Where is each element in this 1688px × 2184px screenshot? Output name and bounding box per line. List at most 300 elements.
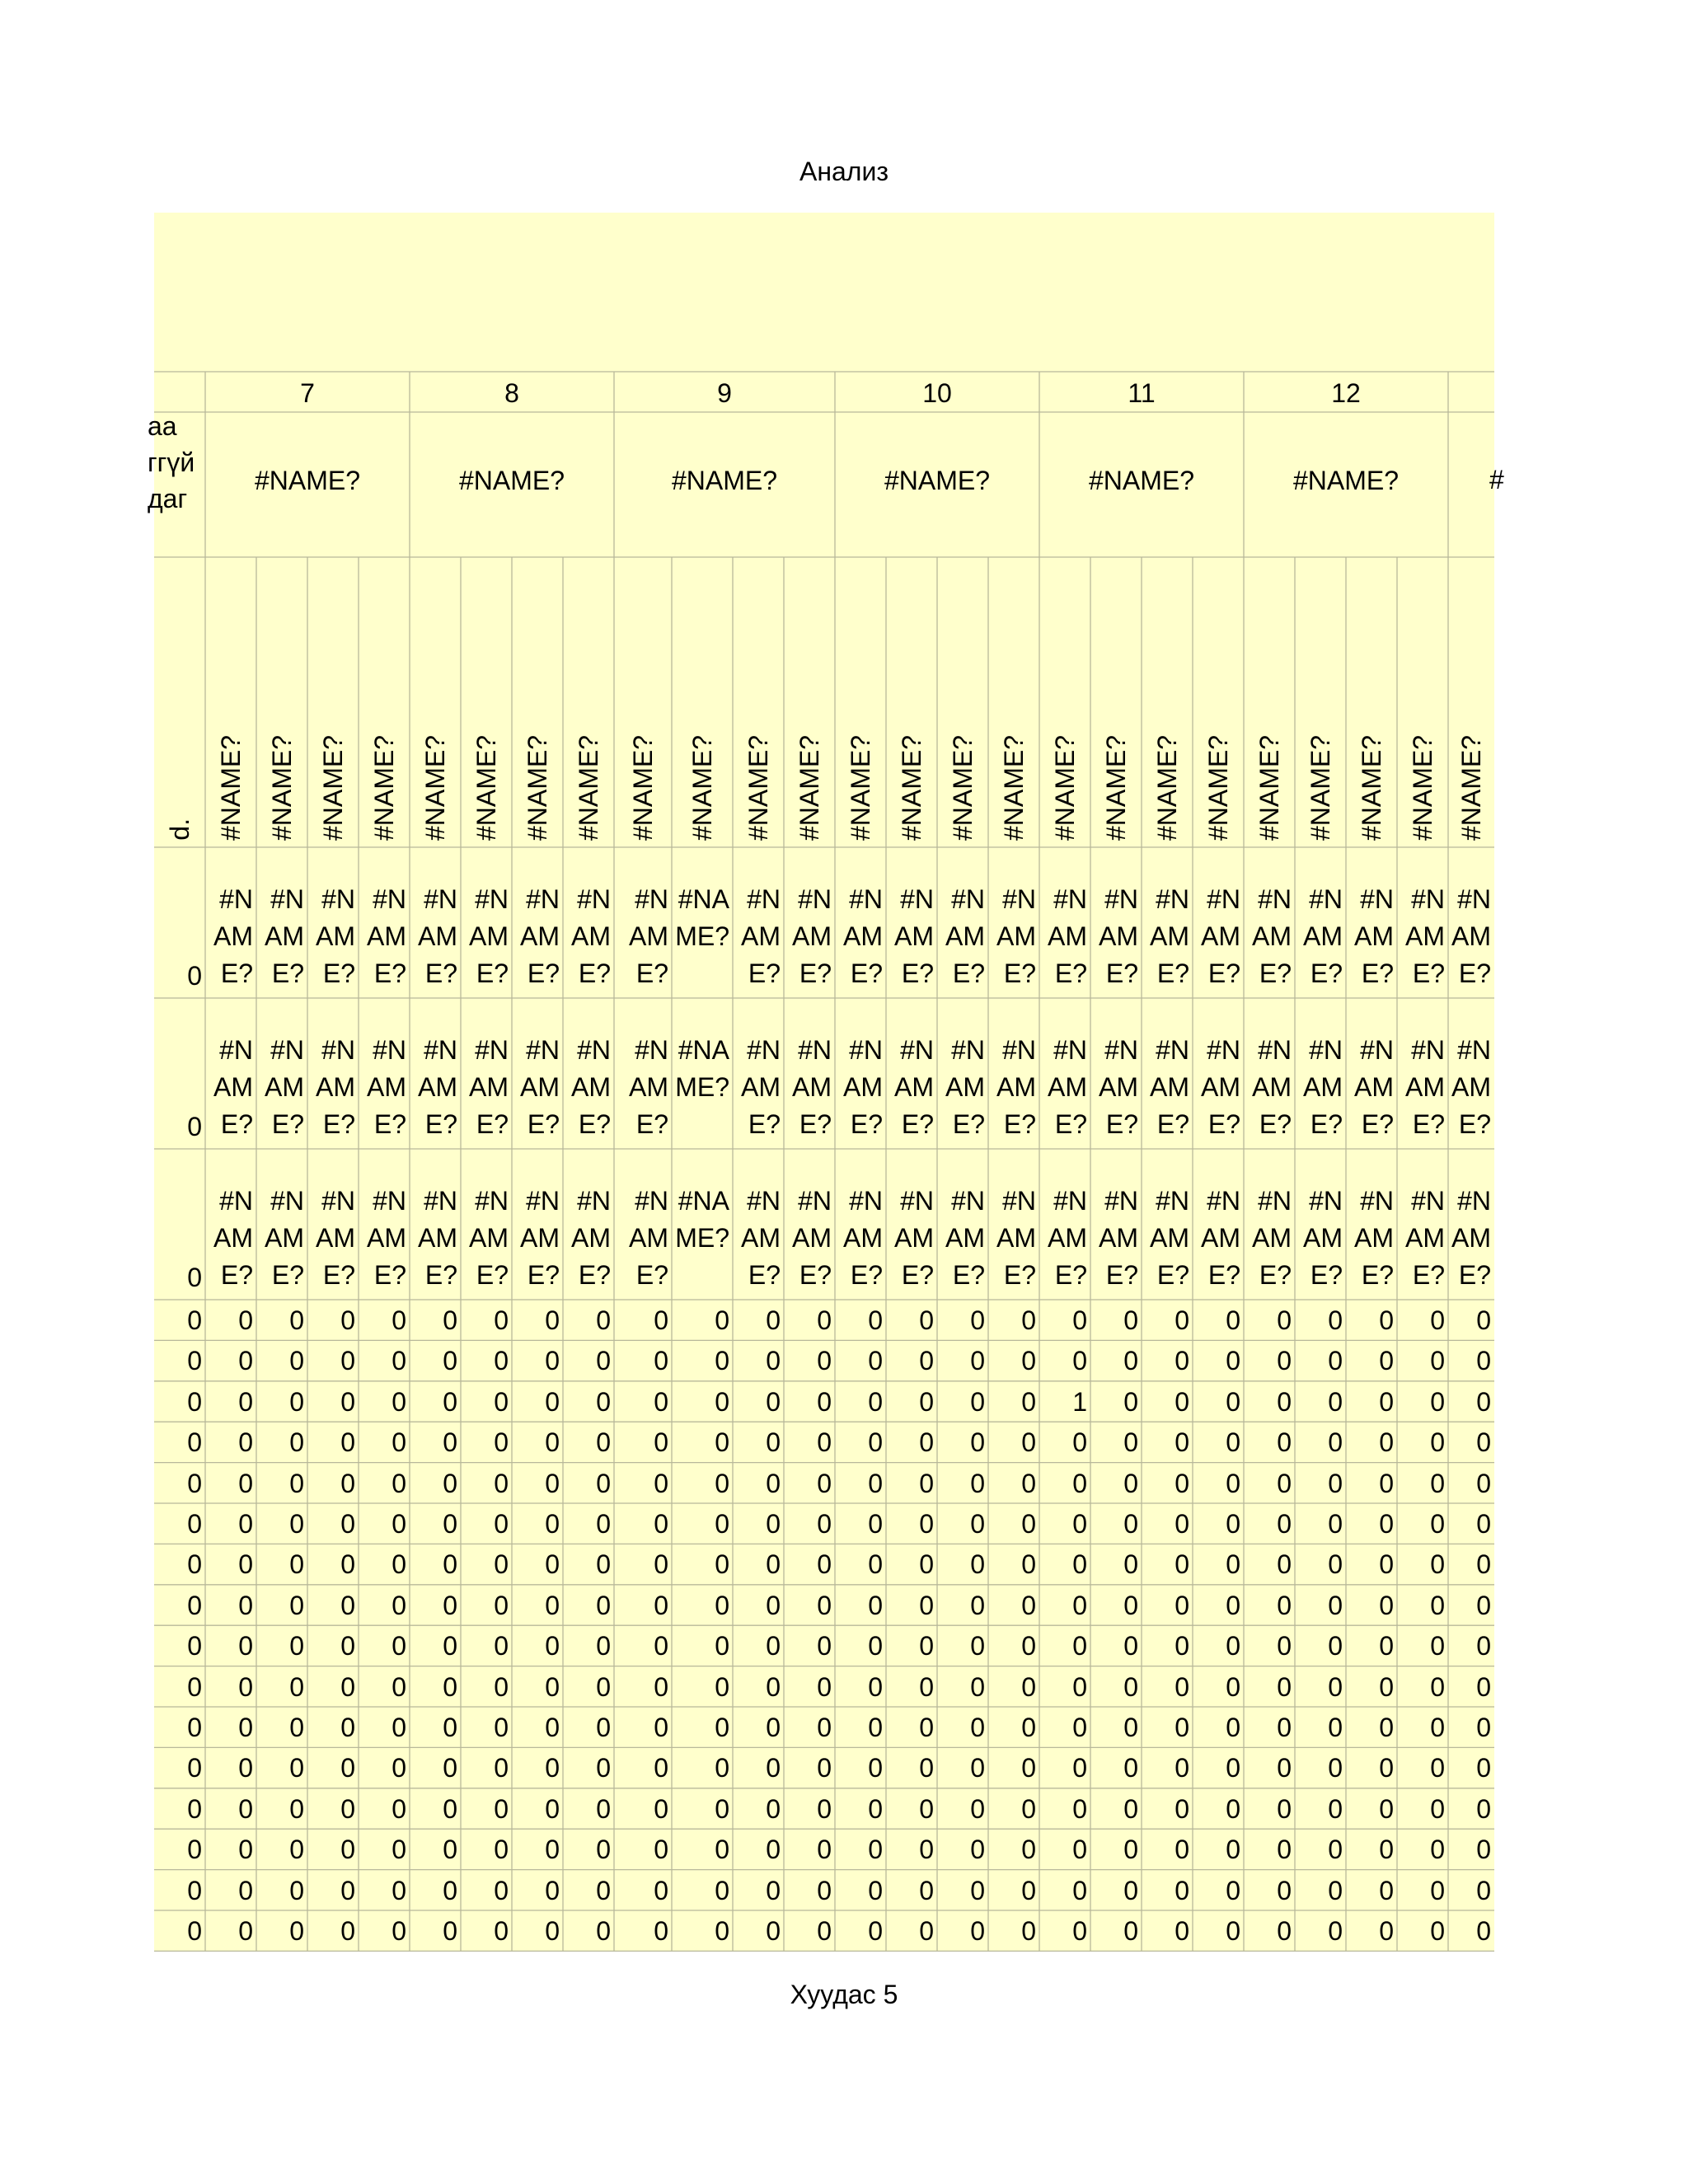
column-header-label: #NAME? [1101, 734, 1131, 841]
value-cell: 0 [1277, 1346, 1292, 1376]
value-cell: 0 [1072, 1753, 1087, 1783]
value-cell: 0 [443, 1753, 457, 1783]
value-cell: 0 [1175, 1875, 1189, 1905]
value-cell: 0 [1379, 1713, 1394, 1742]
value-cell: 0 [340, 1875, 355, 1905]
value-cell: 0 [817, 1549, 832, 1580]
value-cell: 0 [1175, 1713, 1189, 1742]
group-header-partial-cell: # [1489, 465, 1504, 494]
value-cell: 0 [238, 1753, 253, 1783]
value-cell: 0 [919, 1468, 934, 1498]
value-cell: 0 [340, 1305, 355, 1335]
value-cell: 0 [868, 1305, 883, 1335]
column-header-label: #NAME? [471, 734, 501, 841]
value-cell: 0 [596, 1509, 611, 1539]
value-cell: 0 [1476, 1875, 1491, 1905]
column-header-label: #NAME? [1254, 734, 1284, 841]
value-cell: 0 [817, 1916, 832, 1946]
value-cell: 0 [715, 1590, 729, 1620]
error-cell: #N AM E? [1252, 1035, 1292, 1139]
value-cell: 0 [654, 1671, 668, 1702]
value-cell: 0 [1072, 1671, 1087, 1702]
value-cell: 0 [1430, 1631, 1445, 1661]
column-header-label: #NAME? [523, 734, 552, 841]
value-cell: 0 [1277, 1468, 1292, 1498]
value-cell: 0 [443, 1671, 457, 1702]
value-cell: 0 [340, 1509, 355, 1539]
value-cell: 0 [392, 1916, 406, 1946]
value-cell: 0 [1476, 1509, 1491, 1539]
error-cell: #NA ME? [675, 884, 729, 951]
value-cell: 0 [715, 1671, 729, 1702]
column-header-cell [1397, 557, 1448, 841]
value-cell: 0 [289, 1509, 304, 1539]
value-cell: 0 [1379, 1753, 1394, 1783]
value-cell: 0 [289, 1835, 304, 1865]
value-cell: 0 [187, 1753, 202, 1783]
column-header-label: #NAME? [1408, 734, 1437, 841]
column-header-label: #NAME? [948, 734, 978, 841]
value-cell: 0 [1476, 1631, 1491, 1661]
error-cell: #N AM E? [1405, 1186, 1445, 1290]
value-cell: 0 [494, 1916, 509, 1946]
value-cell: 0 [715, 1753, 729, 1783]
left-rotated-label: d. [165, 818, 195, 841]
value-cell: 0 [766, 1468, 781, 1498]
value-cell: 0 [1430, 1468, 1445, 1498]
error-cell: #N AM E? [629, 1186, 668, 1290]
value-cell: 0 [1123, 1713, 1138, 1742]
error-cell: #N AM E? [894, 1186, 934, 1290]
value-cell: 0 [1277, 1753, 1292, 1783]
value-cell: 0 [187, 1305, 202, 1335]
value-cell: 0 [1175, 1835, 1189, 1865]
value-cell: 0 [238, 1793, 253, 1824]
value-cell: 0 [187, 1671, 202, 1702]
value-cell: 0 [289, 1386, 304, 1417]
value-cell: 0 [1072, 1346, 1087, 1376]
value-cell: 0 [817, 1793, 832, 1824]
value-cell: 0 [289, 1875, 304, 1905]
value-cell: 0 [1277, 1671, 1292, 1702]
value-cell: 0 [654, 1793, 668, 1824]
value-cell: 0 [289, 1468, 304, 1498]
group-header-cell: #NAME? [254, 466, 361, 495]
value-cell: 0 [1277, 1386, 1292, 1417]
value-cell: 0 [817, 1753, 832, 1783]
value-cell: 0 [970, 1631, 985, 1661]
error-cell: #N AM E? [520, 1035, 560, 1139]
value-cell: 0 [1379, 1793, 1394, 1824]
value-cell: 0 [1123, 1835, 1138, 1865]
column-header-label: #NAME? [795, 734, 824, 841]
column-header-label: #NAME? [1357, 734, 1386, 841]
error-cell: #N AM E? [843, 884, 883, 988]
value-cell: 0 [1226, 1671, 1240, 1702]
column-header-label: #NAME? [1152, 734, 1182, 841]
value-cell: 0 [1226, 1916, 1240, 1946]
error-cell: #N AM E? [1201, 884, 1240, 988]
value-cell: 0 [654, 1468, 668, 1498]
value-cell: 0 [187, 1427, 202, 1458]
value-cell: 0 [919, 1509, 934, 1539]
value-cell: 0 [1277, 1549, 1292, 1580]
row-first-value: 0 [187, 961, 202, 991]
value-cell: 0 [1021, 1346, 1036, 1376]
value-cell: 0 [970, 1590, 985, 1620]
value-cell: 0 [1226, 1549, 1240, 1580]
column-header-cell [1039, 557, 1090, 841]
value-cell: 0 [715, 1835, 729, 1865]
value-cell: 0 [545, 1509, 560, 1539]
value-cell: 0 [1277, 1631, 1292, 1661]
value-cell: 0 [1328, 1346, 1343, 1376]
value-cell: 0 [596, 1916, 611, 1946]
value-cell: 0 [187, 1713, 202, 1742]
error-cell: #N AM E? [213, 1186, 253, 1290]
value-cell: 0 [494, 1468, 509, 1498]
error-cell: #N AM E? [792, 884, 832, 988]
error-cell: #N AM E? [469, 884, 509, 988]
value-cell: 0 [545, 1590, 560, 1620]
column-header-cell [1193, 557, 1244, 841]
value-cell: 0 [654, 1631, 668, 1661]
value-cell: 0 [970, 1875, 985, 1905]
column-header-cell [1090, 557, 1142, 841]
value-cell: 0 [1175, 1590, 1189, 1620]
error-cell: #N AM E? [418, 884, 457, 988]
value-cell: 0 [1430, 1916, 1445, 1946]
value-cell: 0 [494, 1305, 509, 1335]
value-cell: 0 [1430, 1835, 1445, 1865]
value-cell: 0 [1430, 1427, 1445, 1458]
column-header-label: #NAME? [687, 734, 717, 841]
value-cell: 0 [340, 1753, 355, 1783]
value-cell: 0 [1476, 1590, 1491, 1620]
error-cell: #N AM E? [367, 1035, 406, 1139]
value-cell: 0 [970, 1509, 985, 1539]
value-cell: 0 [970, 1916, 985, 1946]
error-cell: #N AM E? [1099, 884, 1138, 988]
error-cell: #N AM E? [520, 1186, 560, 1290]
error-cell: #NA ME? [675, 1186, 729, 1253]
value-cell: 0 [970, 1549, 985, 1580]
value-cell: 0 [715, 1631, 729, 1661]
error-cell: #N AM E? [265, 1186, 304, 1290]
error-cell: #N AM E? [1048, 1186, 1087, 1290]
value-cell: 0 [1123, 1549, 1138, 1580]
error-cell: #N AM E? [367, 884, 406, 988]
value-cell: 0 [1328, 1549, 1343, 1580]
group-header-cell: #NAME? [458, 466, 565, 495]
column-header-cell [835, 557, 886, 841]
value-cell: 0 [545, 1875, 560, 1905]
error-cell: #N AM E? [1201, 1035, 1240, 1139]
value-cell: 0 [1379, 1631, 1394, 1661]
value-cell: 0 [715, 1509, 729, 1539]
error-cell: #N AM E? [1048, 884, 1087, 988]
value-cell: 0 [1379, 1875, 1394, 1905]
error-cell: #N AM E? [213, 1035, 253, 1139]
value-cell: 0 [494, 1427, 509, 1458]
value-cell: 0 [443, 1835, 457, 1865]
value-cell: 0 [715, 1346, 729, 1376]
value-cell: 0 [1072, 1590, 1087, 1620]
error-cell: #N AM E? [1150, 1035, 1189, 1139]
value-cell: 0 [1226, 1305, 1240, 1335]
value-cell: 0 [970, 1346, 985, 1376]
value-cell: 0 [766, 1590, 781, 1620]
value-cell: 0 [919, 1386, 934, 1417]
value-cell: 0 [238, 1590, 253, 1620]
value-cell: 0 [817, 1468, 832, 1498]
value-cell: 0 [1123, 1346, 1138, 1376]
error-cell: #N AM E? [843, 1035, 883, 1139]
group-number-cell: 12 [1331, 378, 1361, 408]
error-cell: #N AM E? [1252, 884, 1292, 988]
value-cell: 0 [1277, 1875, 1292, 1905]
error-cell: #N AM E? [1354, 1186, 1394, 1290]
value-cell: 0 [715, 1713, 729, 1742]
column-header-label: #NAME? [897, 734, 926, 841]
value-cell: 0 [766, 1835, 781, 1865]
value-cell: 0 [766, 1386, 781, 1417]
value-cell: 0 [1328, 1509, 1343, 1539]
value-cell: 0 [817, 1875, 832, 1905]
value-cell: 0 [970, 1713, 985, 1742]
value-cell: 0 [1430, 1590, 1445, 1620]
value-cell: 0 [1021, 1835, 1036, 1865]
value-cell: 0 [187, 1793, 202, 1824]
value-cell: 0 [1072, 1509, 1087, 1539]
value-cell: 0 [1430, 1305, 1445, 1335]
value-cell: 0 [919, 1590, 934, 1620]
value-cell: 0 [1476, 1793, 1491, 1824]
value-cell: 0 [494, 1386, 509, 1417]
value-cell: 0 [545, 1753, 560, 1783]
value-cell: 0 [654, 1753, 668, 1783]
value-cell: 0 [919, 1305, 934, 1335]
column-header-cell [784, 557, 835, 841]
group-header-cell: #NAME? [671, 466, 778, 495]
value-cell: 0 [596, 1386, 611, 1417]
error-cell: #N AM E? [418, 1186, 457, 1290]
error-cell: #N AM E? [945, 1035, 985, 1139]
value-cell: 0 [1175, 1631, 1189, 1661]
value-cell: 0 [392, 1671, 406, 1702]
value-cell: 0 [1072, 1875, 1087, 1905]
error-cell: #N AM E? [1354, 884, 1394, 988]
value-cell: 0 [1021, 1427, 1036, 1458]
value-cell: 0 [340, 1346, 355, 1376]
value-cell: 0 [1476, 1835, 1491, 1865]
column-header-cell [1244, 557, 1295, 841]
error-cell: #N AM E? [629, 1035, 668, 1139]
value-cell: 0 [1430, 1713, 1445, 1742]
value-cell: 0 [494, 1549, 509, 1580]
value-cell: 0 [766, 1346, 781, 1376]
value-cell: 0 [289, 1305, 304, 1335]
value-cell: 0 [596, 1468, 611, 1498]
column-header-label: #NAME? [216, 734, 246, 841]
value-cell: 0 [1476, 1549, 1491, 1580]
column-header-cell [988, 557, 1039, 841]
value-cell: 0 [392, 1590, 406, 1620]
value-cell: 0 [289, 1671, 304, 1702]
column-header-cell [461, 557, 512, 841]
value-cell: 0 [1021, 1386, 1036, 1417]
column-header-label: #NAME? [999, 734, 1029, 841]
value-cell: 0 [443, 1875, 457, 1905]
error-cell: #N AM E? [316, 1035, 355, 1139]
value-cell: 0 [1226, 1835, 1240, 1865]
row-first-value: 0 [187, 1263, 202, 1292]
value-cell: 0 [868, 1916, 883, 1946]
value-cell: 0 [238, 1875, 253, 1905]
value-cell: 0 [1021, 1671, 1036, 1702]
column-header-cell [886, 557, 937, 841]
value-cell: 0 [919, 1916, 934, 1946]
column-header-label: #NAME? [846, 734, 875, 841]
value-cell: 0 [817, 1835, 832, 1865]
error-cell: #N AM E? [1099, 1035, 1138, 1139]
value-cell: 0 [1226, 1713, 1240, 1742]
value-cell: 0 [545, 1549, 560, 1580]
value-cell: 0 [340, 1427, 355, 1458]
value-cell: 0 [545, 1713, 560, 1742]
value-cell: 0 [392, 1631, 406, 1661]
value-cell: 0 [1430, 1386, 1445, 1417]
value-cell: 0 [392, 1509, 406, 1539]
value-cell: 0 [1072, 1793, 1087, 1824]
value-cell: 0 [443, 1631, 457, 1661]
value-cell: 0 [654, 1305, 668, 1335]
error-cell: #N AM E? [945, 1186, 985, 1290]
value-cell: 0 [238, 1468, 253, 1498]
value-cell: 0 [289, 1590, 304, 1620]
value-cell: 0 [1072, 1916, 1087, 1946]
value-cell: 0 [392, 1835, 406, 1865]
value-cell: 0 [868, 1875, 883, 1905]
value-cell: 0 [238, 1631, 253, 1661]
value-cell: 0 [1226, 1631, 1240, 1661]
error-cell: #N AM E? [1451, 884, 1491, 988]
value-cell: 0 [1175, 1793, 1189, 1824]
error-cell: #N AM E? [265, 1035, 304, 1139]
value-cell: 0 [1123, 1509, 1138, 1539]
group-number-cell: 11 [1128, 378, 1156, 408]
value-cell: 0 [766, 1671, 781, 1702]
value-cell: 0 [494, 1346, 509, 1376]
value-cell: 0 [494, 1590, 509, 1620]
value-cell: 0 [1328, 1590, 1343, 1620]
error-cell: #N AM E? [316, 884, 355, 988]
column-header-cell [410, 557, 461, 841]
value-cell: 0 [392, 1875, 406, 1905]
value-cell: 0 [1226, 1427, 1240, 1458]
value-cell: 0 [1021, 1713, 1036, 1742]
value-cell: 0 [187, 1549, 202, 1580]
value-cell: 0 [919, 1427, 934, 1458]
value-cell: 0 [187, 1916, 202, 1946]
value-cell: 0 [340, 1916, 355, 1946]
value-cell: 0 [596, 1590, 611, 1620]
value-cell: 0 [1175, 1509, 1189, 1539]
spreadsheet-area [148, 213, 1504, 1952]
value-cell: 0 [187, 1875, 202, 1905]
value-cell: 0 [1021, 1916, 1036, 1946]
value-cell: 0 [1072, 1631, 1087, 1661]
value-cell: 0 [868, 1713, 883, 1742]
value-cell: 0 [817, 1671, 832, 1702]
value-cell: 0 [238, 1305, 253, 1335]
error-cell: #N AM E? [213, 884, 253, 988]
value-cell: 0 [1430, 1346, 1445, 1376]
value-cell: 0 [1123, 1468, 1138, 1498]
error-cell: #N AM E? [945, 884, 985, 988]
value-cell: 0 [1379, 1386, 1394, 1417]
value-cell: 0 [1123, 1305, 1138, 1335]
value-cell: 0 [1277, 1713, 1292, 1742]
value-cell: 0 [919, 1875, 934, 1905]
value-cell: 0 [654, 1835, 668, 1865]
value-cell: 0 [919, 1835, 934, 1865]
value-cell: 0 [766, 1509, 781, 1539]
value-cell: 0 [715, 1427, 729, 1458]
value-cell: 0 [817, 1590, 832, 1620]
error-cell: #N AM E? [469, 1186, 509, 1290]
value-cell: 0 [443, 1305, 457, 1335]
value-cell: 0 [654, 1346, 668, 1376]
value-cell: 0 [1379, 1305, 1394, 1335]
value-cell: 0 [289, 1713, 304, 1742]
value-cell: 0 [238, 1427, 253, 1458]
column-header-cell [937, 557, 988, 841]
value-cell: 0 [1328, 1305, 1343, 1335]
value-cell: 0 [1430, 1753, 1445, 1783]
group-number-cell: 8 [504, 378, 519, 408]
value-cell: 0 [596, 1753, 611, 1783]
column-header-label: #NAME? [1306, 734, 1335, 841]
error-cell: #N AM E? [894, 884, 934, 988]
value-cell: 0 [1175, 1346, 1189, 1376]
column-header-label: #NAME? [628, 734, 658, 841]
value-cell: 0 [187, 1386, 202, 1417]
error-cell: #N AM E? [520, 884, 560, 988]
error-cell: #N AM E? [418, 1035, 457, 1139]
error-cell: #N AM E? [1048, 1035, 1087, 1139]
value-cell: 0 [1021, 1753, 1036, 1783]
value-cell: 0 [1379, 1916, 1394, 1946]
value-cell: 1 [1072, 1386, 1087, 1417]
value-cell: 0 [766, 1875, 781, 1905]
value-cell: 0 [494, 1713, 509, 1742]
value-cell: 0 [766, 1753, 781, 1783]
value-cell: 0 [1476, 1386, 1491, 1417]
value-cell: 0 [1328, 1793, 1343, 1824]
error-cell: #N AM E? [316, 1186, 355, 1290]
value-cell: 0 [1476, 1468, 1491, 1498]
value-cell: 0 [1021, 1305, 1036, 1335]
value-cell: 0 [715, 1916, 729, 1946]
value-cell: 0 [715, 1875, 729, 1905]
value-cell: 0 [919, 1753, 934, 1783]
value-cell: 0 [817, 1305, 832, 1335]
value-cell: 0 [654, 1509, 668, 1539]
value-cell: 0 [187, 1468, 202, 1498]
value-cell: 0 [919, 1671, 934, 1702]
value-cell: 0 [970, 1468, 985, 1498]
